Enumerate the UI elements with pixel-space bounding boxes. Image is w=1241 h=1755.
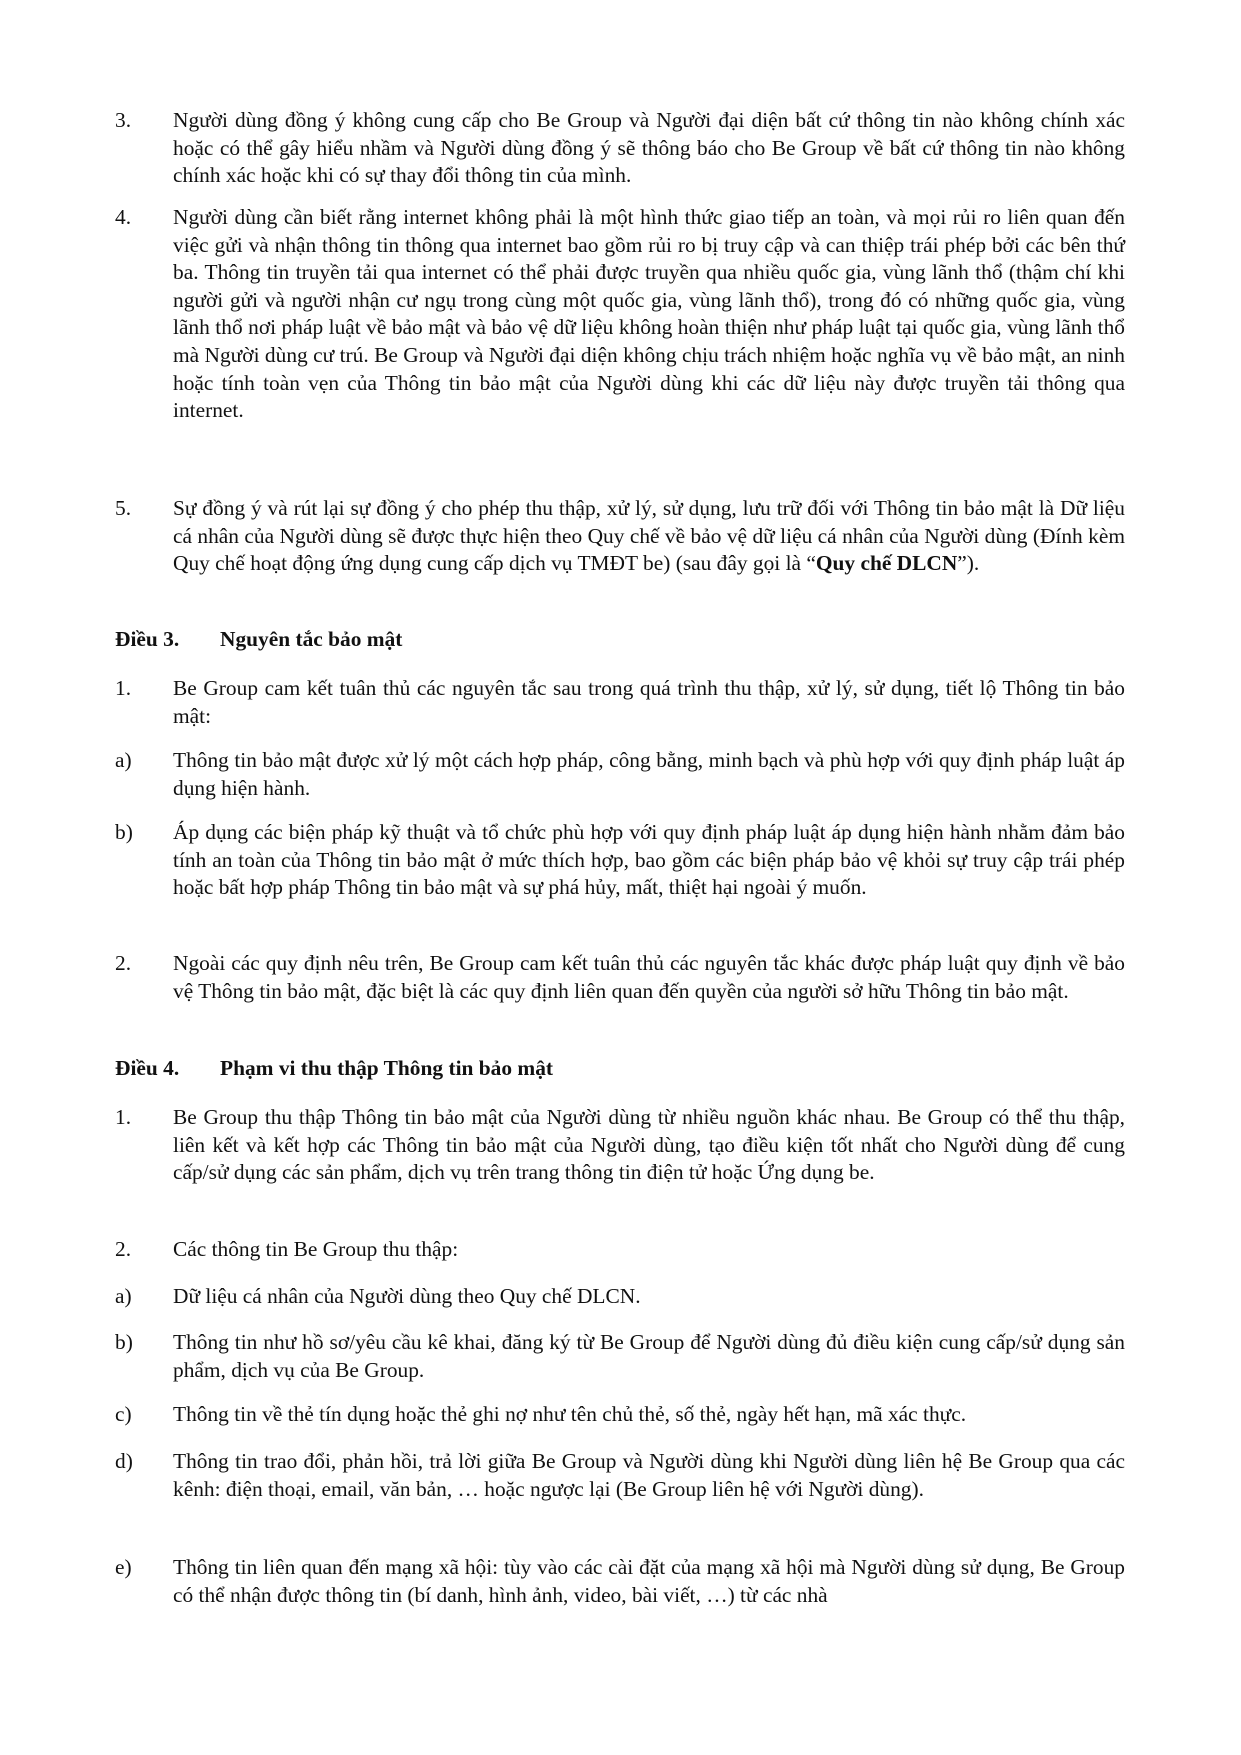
item-text: Ngoài các quy định nêu trên, Be Group cam kết tuân thủ các nguyên tắc khác được pháp luật quy định về bảo vệ Thông tin bảo mật, đặc biệt là các quy định liên quan đến quyền của người sở hữu Thông tin bảo mật. (173, 951, 1125, 1003)
item-number: c) (115, 1402, 132, 1426)
article-number: Điều 4. (115, 1056, 180, 1080)
article-title: Phạm vi thu thập Thông tin bảo mật (220, 1056, 554, 1080)
item-text-part: Sự đồng ý và rút lại sự đồng ý cho phép thu thập, xử lý, sử dụng, lưu trữ đối với Thông tin bảo mật là Dữ liệu cá nhân của Người dùng sẽ được thực hiện theo Quy chế về bảo vệ dữ liệu cá nhân của Người dùng (Đính kèm Quy chế hoạt động ứng dụng cung cấp dịch vụ TMĐT be) (sau đây gọi là “ (173, 496, 1125, 576)
item-text: Be Group cam kết tuân thủ các nguyên tắc sau trong quá trình thu thập, xử lý, sử dụng, tiết lộ Thông tin bảo mật: (173, 676, 1125, 728)
item-text (173, 495, 1125, 578)
item-number: 4. (115, 205, 132, 229)
item-number: 1. (115, 676, 132, 700)
item-text: Thông tin trao đổi, phản hồi, trả lời giữa Be Group và Người dùng khi Người dùng liên hệ Be Group qua các kênh: điện thoại, email, văn bản, … hoặc ngược lại (Be Group liên hệ với Người dùng). (173, 1449, 1125, 1501)
item-text: Be Group thu thập Thông tin bảo mật của Người dùng từ nhiều nguồn khác nhau. Be Group có thể thu thập, liên kết và kết hợp các Thông tin bảo mật của Người dùng, tạo điều kiện tốt nhất cho Người dùng để cung cấp/sử dụng các sản phẩm, dịch vụ trên trang thông tin điện tử hoặc Ứng dụng be. (173, 1105, 1125, 1185)
item-text: Người dùng cần biết rằng internet không phải là một hình thức giao tiếp an toàn, và mọi rủi ro liên quan đến việc gửi và nhận thông tin thông qua internet bao gồm rủi ro bị truy cập và can thiệp trái phép bởi các bên thứ ba. Thông tin truyền tải qua internet có thể phải được truyền qua nhiều quốc gia, vùng lãnh thổ (thậm chí khi người gửi và người nhận cư ngụ trong cùng một quốc gia, vùng lãnh thổ), trong đó có những quốc gia, vùng lãnh thổ nơi pháp luật về bảo mật và bảo vệ dữ liệu không hoàn thiện như pháp luật tại quốc gia, vùng lãnh thổ mà Người dùng cư trú. Be Group và Người đại diện không chịu trách nhiệm hoặc nghĩa vụ về bảo mật, an ninh hoặc tính toàn vẹn của Thông tin bảo mật của Người dùng khi các dữ liệu này được truyền tải thông qua internet. (173, 205, 1125, 423)
item-text: Dữ liệu cá nhân của Người dùng theo Quy chế DLCN. (173, 1284, 641, 1308)
item-number: b) (115, 820, 133, 844)
item-text: Người dùng đồng ý không cung cấp cho Be Group và Người đại diện bất cứ thông tin nào không chính xác hoặc có thể gây hiểu nhầm và Người dùng đồng ý sẽ thông báo cho Be Group về bất cứ thông tin nào không chính xác hoặc khi có sự thay đổi thông tin của mình. (173, 108, 1125, 188)
item-number: d) (115, 1449, 133, 1473)
item-number: 2. (115, 951, 132, 975)
article-title: Nguyên tắc bảo mật (220, 627, 403, 651)
item-text: Thông tin bảo mật được xử lý một cách hợp pháp, công bằng, minh bạch và phù hợp với quy định pháp luật áp dụng hiện hành. (173, 748, 1125, 800)
item-text: Thông tin liên quan đến mạng xã hội: tùy vào các cài đặt của mạng xã hội mà Người dùng sử dụng, Be Group có thể nhận được thông tin (bí danh, hình ảnh, video, bài viết, …) từ các nhà (173, 1555, 1125, 1607)
item-text: Thông tin về thẻ tín dụng hoặc thẻ ghi nợ như tên chủ thẻ, số thẻ, ngày hết hạn, mã xác thực. (173, 1402, 967, 1426)
item-text: Áp dụng các biện pháp kỹ thuật và tổ chức phù hợp với quy định pháp luật áp dụng hiện hành nhằm đảm bảo tính an toàn của Thông tin bảo mật ở mức thích hợp, bao gồm các biện pháp bảo vệ khỏi sự truy cập trái phép hoặc bất hợp pháp Thông tin bảo mật và sự phá hủy, mất, thiệt hại ngoài ý muốn. (173, 820, 1125, 900)
item-number: e) (115, 1555, 132, 1579)
item-text-part: ”). (957, 551, 980, 576)
item-text: Các thông tin Be Group thu thập: (173, 1237, 459, 1261)
article-number: Điều 3. (115, 627, 180, 651)
defined-term: Quy chế DLCN (815, 551, 958, 576)
item-number: b) (115, 1330, 133, 1354)
item-text: Thông tin như hồ sơ/yêu cầu kê khai, đăng ký từ Be Group để Người dùng đủ điều kiện cung cấp/sử dụng sản phẩm, dịch vụ của Be Group. (173, 1330, 1125, 1382)
item-number: a) (115, 748, 132, 772)
item-number: a) (115, 1284, 132, 1308)
item-number: 1. (115, 1105, 132, 1129)
item-number: 5. (115, 496, 132, 520)
item-number: 2. (115, 1237, 132, 1261)
item-number: 3. (115, 108, 132, 132)
